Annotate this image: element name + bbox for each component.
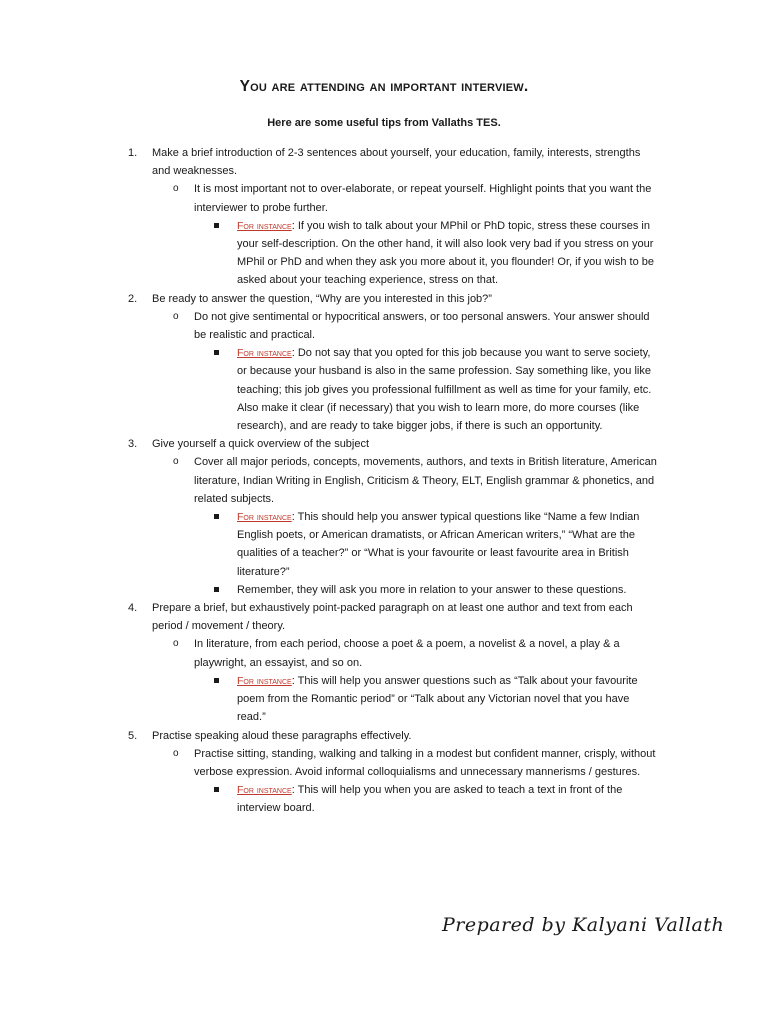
sub-list-item bbox=[0, 745, 768, 781]
sub-sub-item-text: : This will help you when you are asked to teach a text in front of the interview board. bbox=[237, 784, 623, 815]
list-item bbox=[0, 290, 768, 308]
sub-sub-list-item bbox=[0, 217, 768, 290]
sub-item-text: In literature, from each period, choose a poet & a poem, a novelist & a novel, a play & a playwright, an essayist, and so on. bbox=[194, 638, 620, 669]
list-item-text: Prepare a brief, but exhaustively point-packed paragraph on at least one author and text from each period / movement / theory. bbox=[152, 602, 633, 633]
for-instance-label: For instance bbox=[237, 347, 292, 360]
list-item bbox=[0, 144, 768, 180]
page-title: You are attending an important interview. bbox=[239, 78, 529, 95]
sub-sub-list-item bbox=[0, 508, 768, 581]
circle-bullet-icon: o bbox=[173, 183, 179, 195]
sub-sub-list-item bbox=[0, 672, 768, 727]
list-item-text: Practise speaking aloud these paragraphs effectively. bbox=[152, 729, 412, 742]
list-number: 2. bbox=[128, 292, 138, 305]
list-item bbox=[0, 599, 768, 635]
circle-bullet-icon: o bbox=[173, 747, 179, 759]
sub-list-item bbox=[0, 453, 768, 508]
list-item bbox=[0, 727, 768, 745]
sub-sub-item-text: : Do not say that you opted for this job because you want to serve society, or because your husband is also in the same profession. Say something like, you like teaching; this job gives you professional fulfillment as well as time for your family, etc. Also make it clear (if necessary) that you wish to learn more, do more courses (like research), and are ready to take bigger jobs, if there is such an opportunity. bbox=[237, 347, 652, 433]
circle-bullet-icon: o bbox=[173, 456, 179, 468]
sub-sub-list-item bbox=[0, 581, 768, 599]
sub-list-item bbox=[0, 180, 768, 216]
sub-sub-item-text: : If you wish to talk about your MPhil or PhD topic, stress these courses in your self-description. On the other hand, it will also look very bad if you stress on your MPhil or PhD and when they ask you more about it, you flounder! Or, if you wish to be asked about your teaching experience, stress on that. bbox=[237, 219, 654, 287]
page-subtitle: Here are some useful tips from Vallaths TES. bbox=[267, 117, 501, 129]
sub-list-item bbox=[0, 635, 768, 671]
sub-sub-list-item bbox=[0, 781, 768, 817]
tips-list bbox=[0, 144, 768, 818]
sub-item-text: It is most important not to over-elaborate, or repeat yourself. Highlight points that you want the interviewer to probe further. bbox=[194, 183, 652, 214]
list-number: 4. bbox=[128, 602, 138, 615]
sub-sub-list-item bbox=[0, 344, 768, 435]
square-bullet-icon bbox=[214, 678, 219, 683]
square-bullet-icon bbox=[214, 350, 219, 355]
list-number: 1. bbox=[128, 147, 138, 159]
sub-item-text: Cover all major periods, concepts, movements, authors, and texts in British literature, American literature, Indian Writing in English, Criticism & Theory, ELT, English grammar & phonetics, and related subjects. bbox=[194, 456, 657, 505]
list-number: 3. bbox=[128, 438, 138, 451]
for-instance-label: For instance bbox=[237, 511, 292, 524]
sub-sub-item-text: : This will help you answer questions such as “Talk about your favourite poem from the Romantic period” or “Talk about any Victorian novel that you have read.” bbox=[237, 674, 638, 724]
for-instance-label: For instance bbox=[237, 674, 292, 687]
square-bullet-icon bbox=[214, 587, 219, 592]
sub-list-item bbox=[0, 308, 768, 344]
list-item-text: Make a brief introduction of 2-3 sentences about yourself, your education, family, interests, strengths and weaknesses. bbox=[152, 147, 641, 178]
signature: Prepared by Kalyani Vallath bbox=[442, 914, 725, 936]
for-instance-label: For instance bbox=[237, 784, 292, 797]
circle-bullet-icon: o bbox=[173, 310, 179, 322]
sub-item-text: Do not give sentimental or hypocritical answers, or too personal answers. Your answer should be realistic and practical. bbox=[194, 310, 650, 342]
square-bullet-icon bbox=[214, 787, 219, 792]
list-item-text: Give yourself a quick overview of the subject bbox=[152, 438, 370, 451]
square-bullet-icon bbox=[214, 514, 219, 519]
sub-sub-item-text: Remember, they will ask you more in relation to your answer to these questions. bbox=[237, 583, 627, 596]
sub-item-text: Practise sitting, standing, walking and talking in a modest but confident manner, crisply, without verbose expression. Avoid informal colloquialisms and unnecessary mannerisms / gestures. bbox=[194, 747, 656, 778]
list-number: 5. bbox=[128, 729, 138, 742]
list-item-text: Be ready to answer the question, “Why are you interested in this job?” bbox=[152, 292, 492, 305]
for-instance-label: For instance bbox=[237, 219, 292, 232]
list-item bbox=[0, 435, 768, 453]
square-bullet-icon bbox=[214, 223, 219, 228]
circle-bullet-icon: o bbox=[173, 638, 179, 650]
sub-sub-item-text: : This should help you answer typical questions like “Name a few Indian English poets, or American dramatists, or African American writers,” “What are the qualities of a teacher?” or “What is your favourite or least favourite area in British literature?” bbox=[237, 511, 640, 578]
